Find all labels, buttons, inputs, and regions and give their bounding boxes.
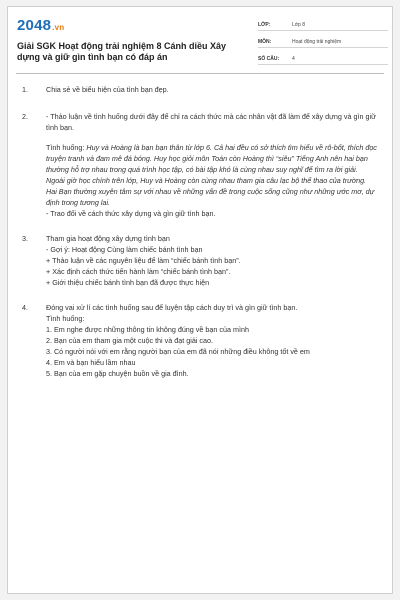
situation-story: Huy và Hoàng là bạn bạn thân từ lớp 6. Cả hai đều có sở thích tìm hiểu về rô-bốt, thích đọc truyện tranh và đam mê đá bóng. Huy học giỏi môn Toán còn Hoàng thì “siêu” Tiếng Anh nên hai bạn thường hỗ trợ nhau trong quá trình học tập, có bài tập khó là cùng nhau suy nghĩ để tìm ra lời giải. Ngoài giờ học chính trên lớp, Huy và Hoàng còn cùng nhau tham gia câu lạc bộ thể thao của trường. Hai Bạn thường xuyên tâm sự với nhau về những vấn đề trong cuộc sống cũng như những ước mơ, dự định trong tương lai. (46, 143, 377, 207)
header-divider (16, 73, 384, 74)
question-line: + Thảo luận về các nguyên liệu để làm “chiếc bánh tình bạn”. (46, 256, 241, 265)
question-number: 4. (22, 303, 28, 312)
question-1 (22, 84, 377, 95)
question-line: 2. Bạn của em tham gia một cuộc thi và đạt giải cao. (46, 336, 214, 345)
meta-row-grade (258, 17, 388, 31)
question-line: 3. Có người nói với em rằng người bạn của em đã nói những điều không tốt về em (46, 347, 310, 356)
document-header (8, 7, 392, 69)
question-line: + Xác định cách thức tiến hành làm “chiếc bánh tình bạn”. (46, 267, 231, 276)
logo-suffix: .vn (52, 23, 65, 32)
meta-row-count (258, 51, 388, 65)
question-line: 1. Em nghe được những thông tin không đúng về bạn của mình (46, 325, 249, 334)
question-extra: - Trao đổi về cách thức xây dựng và gìn giữ tình bạn. (46, 209, 216, 218)
question-line: 4. Em và bạn hiểu lầm nhau (46, 358, 136, 367)
meta-key: MÔN: (258, 39, 272, 45)
question-number: 1. (22, 85, 28, 94)
document-page (7, 6, 393, 594)
meta-key: SỐ CÂU: (258, 56, 280, 62)
question-text: Chia sẻ về biểu hiện của tình bạn đẹp. (46, 85, 169, 94)
site-logo[interactable] (17, 17, 64, 34)
situation-paragraph (46, 142, 377, 208)
question-line: 5. Bạn của em gặp chuyện buồn về gia đình. (46, 369, 189, 378)
meta-value: Hoạt động trải nghiệm (292, 39, 342, 45)
question-text: - Thảo luận về tình huống dưới đây để chỉ ra cách thức mà các nhân vật đã làm để xây dựng và gìn giữ tình bạn. (46, 112, 376, 132)
question-line: Tình huống: (46, 314, 85, 323)
meta-table (258, 17, 388, 68)
question-4 (22, 302, 377, 379)
situation-label: Tình huống: (46, 143, 87, 152)
meta-row-subject (258, 34, 388, 48)
question-text: Tham gia hoạt động xây dựng tình bạn (46, 234, 170, 243)
meta-value: Lớp 8 (292, 22, 306, 28)
logo-main: 2048 (17, 17, 52, 34)
question-line: + Giới thiệu chiếc bánh tình bạn đã được thực hiện (46, 278, 210, 287)
questions-list (22, 84, 377, 393)
meta-key: LỚP: (258, 22, 271, 28)
question-text: Đóng vai xử lí các tình huống sau để luyện tập cách duy trì và gìn giữ tình bạn. (46, 303, 298, 312)
question-3 (22, 233, 377, 288)
meta-value: 4 (292, 56, 295, 62)
question-2 (22, 111, 377, 219)
document-title: Giải SGK Hoạt động trải nghiệm 8 Cánh diều Xây dựng và giữ gìn tình bạn có đáp án (17, 41, 227, 62)
question-number: 3. (22, 234, 28, 243)
question-number: 2. (22, 112, 28, 121)
question-line: - Gợi ý: Hoạt động Cùng làm chiếc bánh tình bạn (46, 245, 203, 254)
